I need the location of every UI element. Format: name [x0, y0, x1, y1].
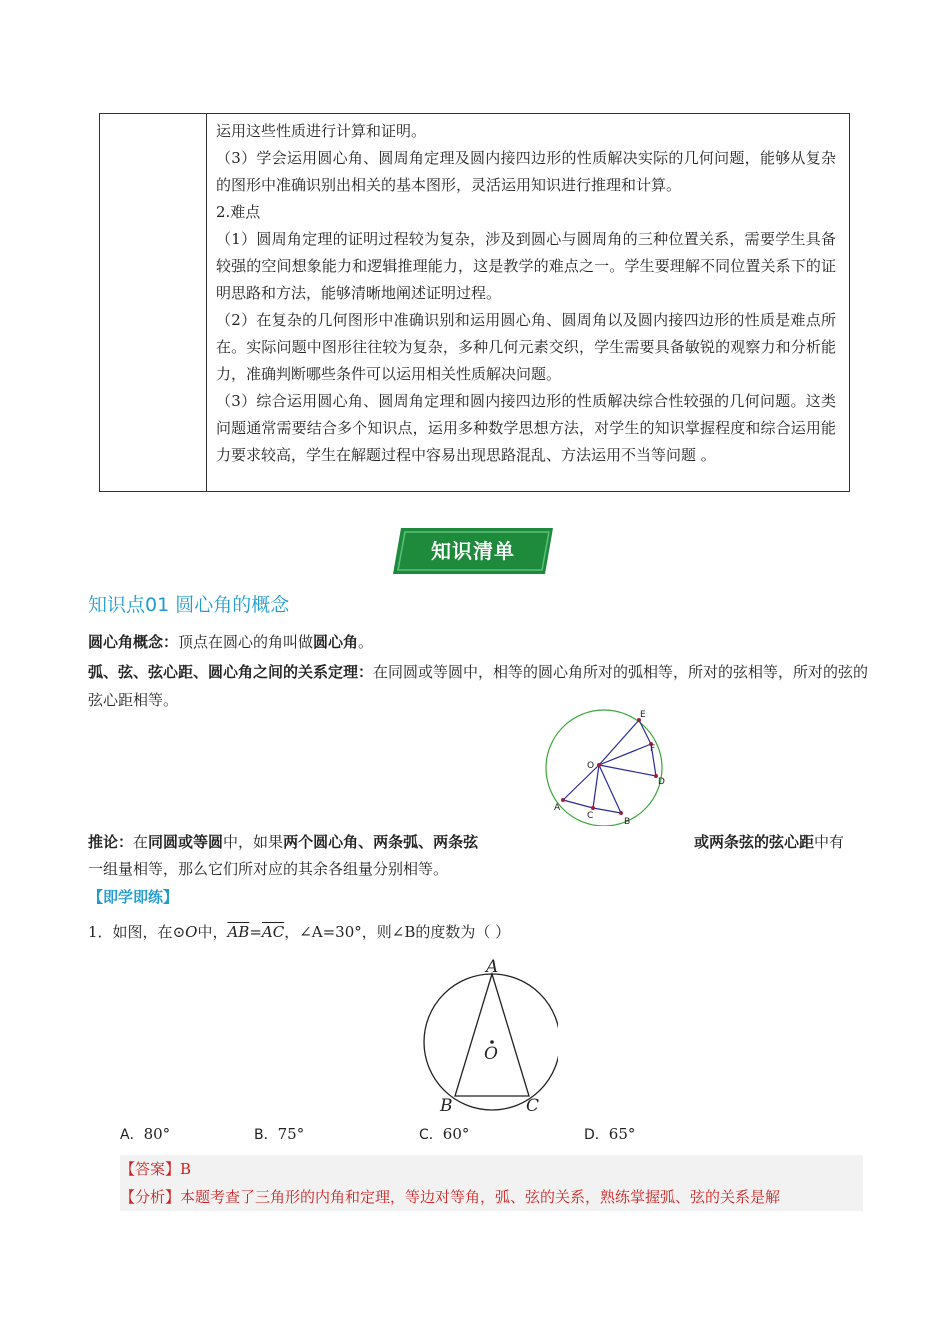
- question-arc-1: $\overline{AB}$: [227, 923, 250, 941]
- table-line-2: （3）学会运用圆心角、圆周角定理及圆内接四边形的性质解决实际的几何问题，能够从复杂的图形中准确识别出相关的基本图形，灵活运用知识进行推理和计算。: [216, 149, 836, 194]
- exercise-tag: 【即学即练】: [88, 888, 179, 906]
- option-d: [584, 1124, 635, 1144]
- figure1-label-c: C: [587, 811, 594, 821]
- question-1: [88, 918, 510, 946]
- question-circle: ⊙O: [172, 923, 198, 941]
- table-line-5: （2）在复杂的几何图形中准确识别和运用圆心角、圆周角以及圆内接四边形的性质是难点所在。实际问题中图形往往较为复杂，多种几何元素交织，学生需要具备敏锐的观察力和分析能力，准确判断哪些条件可以运用相关性质解决问题。: [216, 311, 836, 383]
- concept-end: 。: [358, 633, 374, 651]
- analysis-line: 【分析】本题考查了三角形的内角和定理，等边对等角，弧、弦的关系，熟练掌握弧、弦的关系是解: [120, 1188, 781, 1206]
- figure1-label-b: B: [624, 817, 631, 826]
- corollary-text-1: 在: [133, 833, 149, 851]
- central-angle-figure: [540, 706, 680, 826]
- question-text-angle: ，∠A=30°，则∠B的度数为（ ）: [284, 923, 511, 941]
- theorem-label: 弧、弦、弦心距、圆心角之间的关系定理：: [88, 663, 374, 681]
- table-line-3: 2.难点: [216, 203, 261, 221]
- objectives-table: [99, 113, 850, 492]
- corollary-bold-2: 两个圆心角、两条弧、两条弦: [283, 833, 479, 851]
- theorem-paragraph: [88, 658, 873, 714]
- option-a-letter: A．: [120, 1127, 144, 1143]
- question-equals: =: [249, 923, 262, 941]
- figure2-label-c: C: [526, 1096, 540, 1116]
- option-b: [254, 1124, 304, 1144]
- option-a: [120, 1124, 170, 1144]
- question-number: 1．: [88, 923, 113, 941]
- section-banner: [393, 526, 553, 576]
- corollary-line-1-end: [694, 828, 844, 856]
- figure1-label-a: A: [554, 803, 561, 813]
- option-a-value: 80°: [143, 1125, 171, 1143]
- option-d-letter: D．: [584, 1127, 609, 1143]
- option-b-value: 75°: [277, 1125, 305, 1143]
- table-content-cell: [216, 118, 836, 469]
- triangle-circle-figure: [418, 956, 558, 1116]
- concept-text: 顶点在圆心的角叫做: [178, 633, 314, 651]
- figure2-label-b: B: [440, 1096, 453, 1116]
- figure1-label-d: D: [658, 777, 665, 787]
- concept-label: 圆心角概念：: [88, 633, 179, 651]
- theorem-text: 在同圆或等圆中，相等的圆心角所对的弧相等，所对的弦相等，所对的弦的弦心距相等。: [88, 663, 869, 709]
- knowledge-point-title: 知识点01 圆心角的概念: [88, 594, 290, 616]
- table-column-divider: [206, 114, 207, 491]
- option-c-value: 60°: [442, 1125, 470, 1143]
- option-b-letter: B．: [254, 1127, 278, 1143]
- corollary-text-3: 中有: [814, 833, 845, 851]
- corollary-label: 推论：: [88, 833, 134, 851]
- corollary-line-2: 一组量相等，那么它们所对应的其余各组量分别相等。: [88, 860, 449, 878]
- option-d-value: 65°: [608, 1125, 636, 1143]
- question-text-pre: 如图，在: [112, 923, 173, 941]
- answer-line: 【答案】B: [120, 1160, 192, 1178]
- corollary-line-1: [88, 828, 478, 856]
- option-c: [419, 1124, 469, 1144]
- banner-text: 知识清单: [431, 539, 515, 563]
- corollary-text-2: 中，如果: [223, 833, 284, 851]
- option-c-letter: C．: [419, 1127, 443, 1143]
- figure1-label-o: O: [587, 761, 595, 771]
- figure2-triangle: [455, 974, 529, 1096]
- table-line-6: （3）综合运用圆心角、圆周角定理和圆内接四边形的性质解决综合性较强的几何问题。这类问题通常需要结合多个知识点，运用多种数学思想方法，对学生的知识掌握程度和综合运用能力要求较高，学生在解题过程中容易出现思路混乱、方法运用不当等问题 。: [216, 392, 836, 464]
- figure1-circle: [546, 710, 662, 826]
- concept-term: 圆心角: [313, 633, 359, 651]
- figure2-label-a: A: [486, 957, 499, 977]
- concept-paragraph: [88, 628, 373, 656]
- question-arc-2: $\overline{AC}$: [261, 923, 285, 941]
- figure1-label-e: E: [640, 710, 646, 720]
- figure1-label-f: F: [650, 744, 656, 754]
- corollary-bold-1: 同圆或等圆: [148, 833, 224, 851]
- figure2-label-o: O: [484, 1044, 498, 1064]
- question-text-mid: 中，: [197, 923, 228, 941]
- table-line-4: （1）圆周角定理的证明过程较为复杂，涉及到圆心与圆周角的三种位置关系，需要学生具备较强的空间想象能力和逻辑推理能力，这是教学的难点之一。学生要理解不同位置关系下的证明思路和方法，能够清晰地阐述证明过程。: [216, 230, 836, 302]
- figure1-lines: [563, 720, 656, 813]
- corollary-bold-3: 或两条弦的弦心距: [694, 833, 815, 851]
- table-line-1: 运用这些性质进行计算和证明。: [216, 122, 427, 140]
